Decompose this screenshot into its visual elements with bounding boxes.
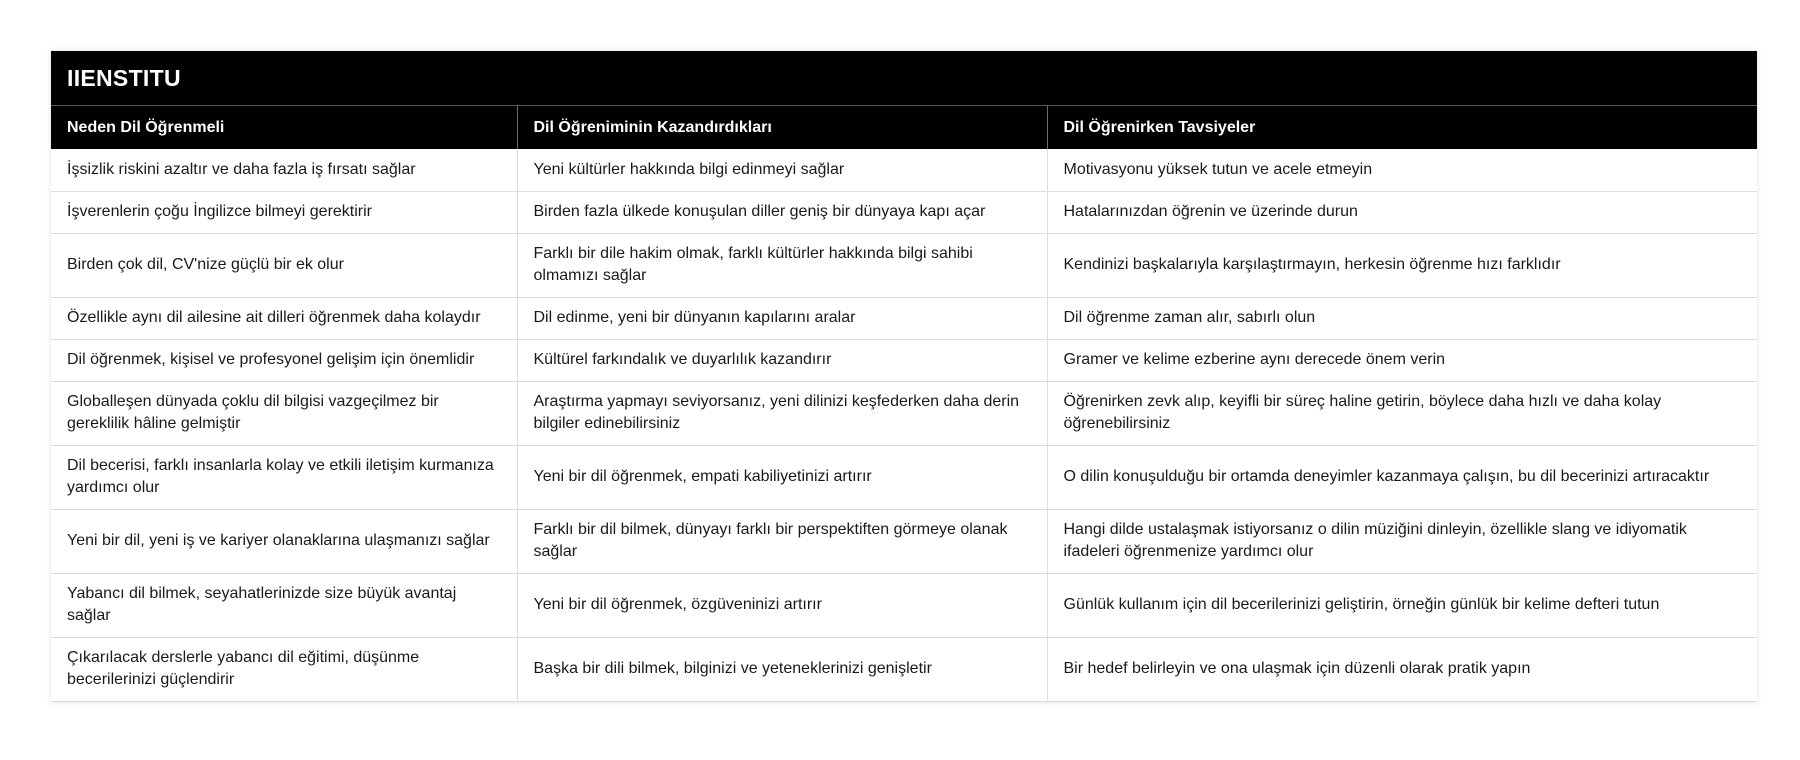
column-header-why-learn: Neden Dil Öğrenmeli (51, 106, 517, 149)
table-row (51, 149, 1757, 191)
table-row (51, 297, 1757, 339)
table-cell: Farklı bir dil bilmek, dünyayı farklı bir perspektiften görmeye olanak sağlar (517, 509, 1047, 573)
table-cell: Araştırma yapmayı seviyorsanız, yeni dilinizi keşfederken daha derin bilgiler edinebilirsiniz (517, 381, 1047, 445)
table-cell: Özellikle aynı dil ailesine ait dilleri öğrenmek daha kolaydır (51, 297, 517, 339)
table-cell: Kültürel farkındalık ve duyarlılık kazandırır (517, 339, 1047, 381)
table-cell: O dilin konuşulduğu bir ortamda deneyimler kazanmaya çalışın, bu dil becerinizi artıracaktır (1047, 445, 1757, 509)
table-row (51, 509, 1757, 573)
table-row (51, 573, 1757, 637)
table-header-row (51, 106, 1757, 149)
table-cell: Yeni bir dil öğrenmek, empati kabiliyetinizi artırır (517, 445, 1047, 509)
table-cell: Farklı bir dile hakim olmak, farklı kültürler hakkında bilgi sahibi olmamızı sağlar (517, 233, 1047, 297)
table-cell: Yabancı dil bilmek, seyahatlerinizde size büyük avantaj sağlar (51, 573, 517, 637)
table-cell: Globalleşen dünyada çoklu dil bilgisi vazgeçilmez bir gereklilik hâline gelmiştir (51, 381, 517, 445)
table-cell: Günlük kullanım için dil becerilerinizi geliştirin, örneğin günlük bir kelime defteri tutun (1047, 573, 1757, 637)
table-row (51, 233, 1757, 297)
table-cell: Dil edinme, yeni bir dünyanın kapılarını aralar (517, 297, 1047, 339)
table-row (51, 381, 1757, 445)
table-cell: Dil becerisi, farklı insanlarla kolay ve etkili iletişim kurmanıza yardımcı olur (51, 445, 517, 509)
table-row (51, 637, 1757, 701)
table-row (51, 339, 1757, 381)
table-cell: Birden çok dil, CV'nize güçlü bir ek olur (51, 233, 517, 297)
table-cell: Gramer ve kelime ezberine aynı derecede önem verin (1047, 339, 1757, 381)
table-cell: Hatalarınızdan öğrenin ve üzerinde durun (1047, 191, 1757, 233)
table-cell: Motivasyonu yüksek tutun ve acele etmeyin (1047, 149, 1757, 191)
column-header-tips: Dil Öğrenirken Tavsiyeler (1063, 118, 1256, 136)
table-cell: Çıkarılacak derslerle yabancı dil eğitimi, düşünme becerilerinizi güçlendirir (51, 637, 517, 701)
table-cell: Bir hedef belirleyin ve ona ulaşmak için düzenli olarak pratik yapın (1047, 637, 1757, 701)
table-cell: Dil öğrenme zaman alır, sabırlı olun (1047, 297, 1757, 339)
table-cell: İşverenlerin çoğu İngilizce bilmeyi gerektirir (51, 191, 517, 233)
table-cell: Dil öğrenmek, kişisel ve profesyonel gelişim için önemlidir (51, 339, 517, 381)
brand-title: IIENSTITU (51, 51, 1757, 106)
comparison-table (51, 106, 1757, 702)
table-cell: Yeni bir dil, yeni iş ve kariyer olanaklarına ulaşmanızı sağlar (51, 509, 517, 573)
table-cell: Başka bir dili bilmek, bilginizi ve yeteneklerinizi genişletir (517, 637, 1047, 701)
table-cell: Kendinizi başkalarıyla karşılaştırmayın, herkesin öğrenme hızı farklıdır (1047, 233, 1757, 297)
table-cell: İşsizlik riskini azaltır ve daha fazla iş fırsatı sağlar (51, 149, 517, 191)
column-header-benefits: Dil Öğreniminin Kazandırdıkları (517, 106, 1047, 149)
table-cell: Öğrenirken zevk alıp, keyifli bir süreç haline getirin, böylece daha hızlı ve daha kolay öğrenebilirsiniz (1047, 381, 1757, 445)
table-cell: Yeni bir dil öğrenmek, özgüveninizi artırır (517, 573, 1047, 637)
table-row (51, 191, 1757, 233)
comparison-table-card (51, 51, 1757, 702)
table-cell: Birden fazla ülkede konuşulan diller geniş bir dünyaya kapı açar (517, 191, 1047, 233)
table-cell: Hangi dilde ustalaşmak istiyorsanız o dilin müziğini dinleyin, özellikle slang ve idiyomatik ifadeleri öğrenmenize yardımcı olur (1047, 509, 1757, 573)
table-row (51, 445, 1757, 509)
table-cell: Yeni kültürler hakkında bilgi edinmeyi sağlar (517, 149, 1047, 191)
